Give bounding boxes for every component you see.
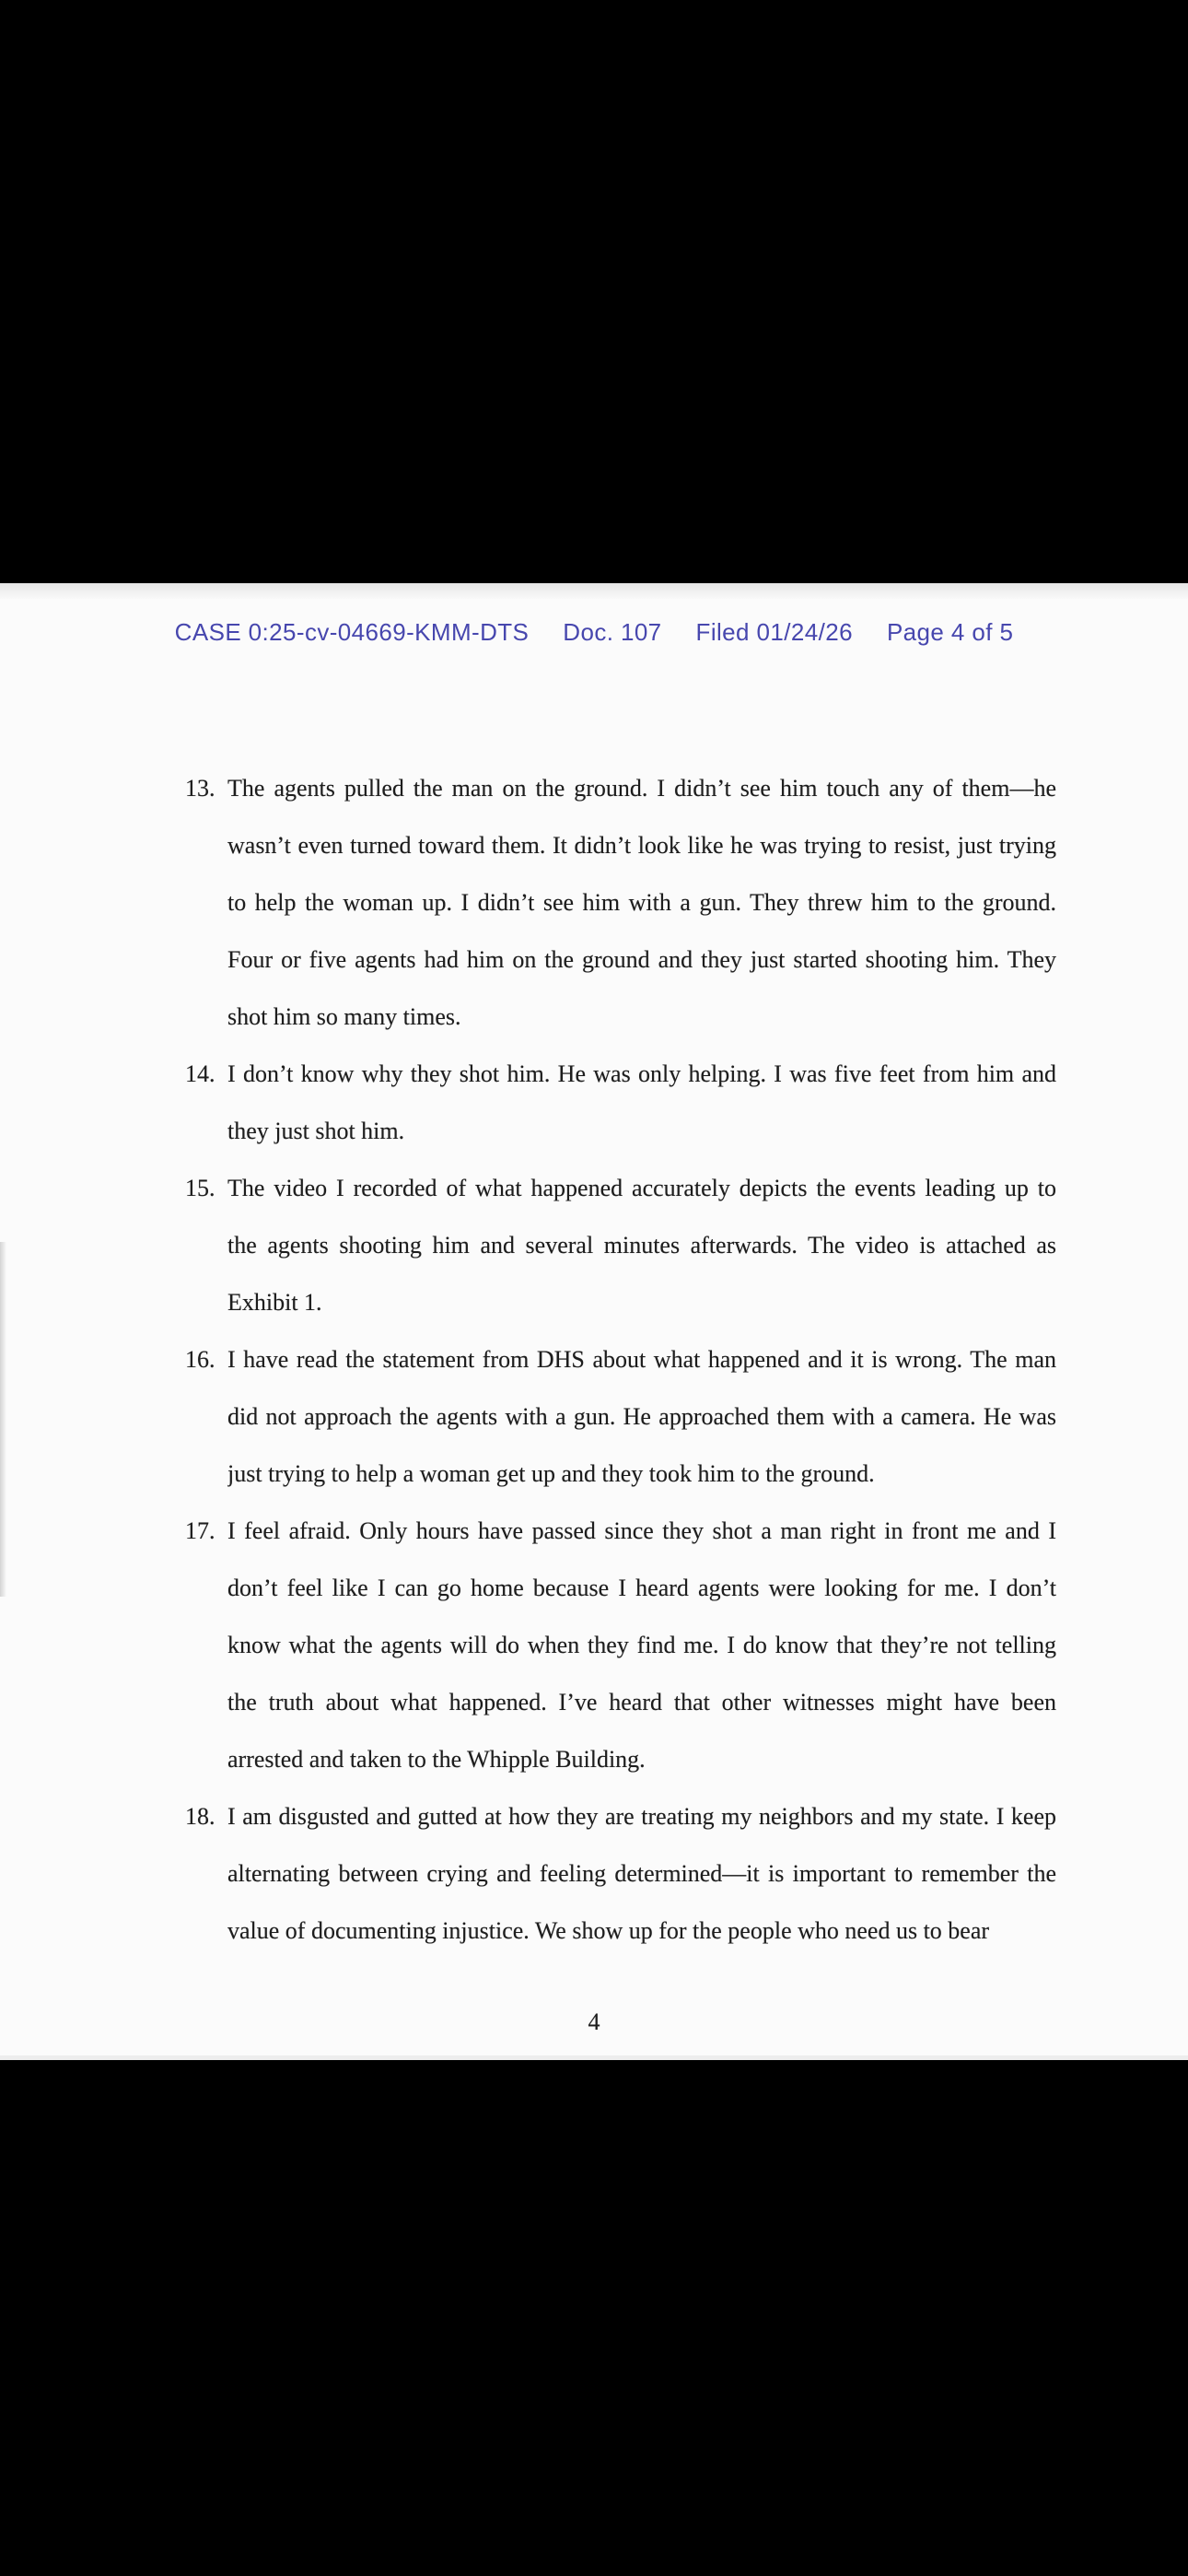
- declaration-line: know what the agents will do when they find me. I do know that they’re not telling: [227, 1632, 1056, 1658]
- declaration-line: did not approach the agents with a gun. He approached them with a camera. He was: [227, 1403, 1056, 1430]
- declaration-line: wasn’t even turned toward them. It didn’t look like he was trying to resist, just trying: [227, 832, 1056, 859]
- declaration-line: Exhibit 1.: [227, 1289, 322, 1316]
- document-page: [0, 583, 1188, 2060]
- declaration-line: shot him so many times.: [227, 1003, 461, 1030]
- declaration-line: I don’t know why they shot him. He was only helping. I was five feet from him and: [227, 1060, 1056, 1087]
- paragraph-number: 17.: [185, 1517, 215, 1544]
- declaration-line: the agents shooting him and several minutes afterwards. The video is attached as: [227, 1232, 1056, 1259]
- filed-date: Filed 01/24/26: [695, 618, 853, 646]
- declaration-body: [185, 760, 1056, 1960]
- declaration-line: the truth about what happened. I’ve heard that other witnesses might have been: [227, 1689, 1056, 1715]
- page-indicator: Page 4 of 5: [886, 618, 1014, 646]
- declaration-line: alternating between crying and feeling determined—it is important to remember the: [227, 1860, 1056, 1887]
- paragraph-number: 14.: [185, 1060, 215, 1087]
- declaration-line: arrested and taken to the Whipple Building.: [227, 1746, 646, 1773]
- declaration-paragraph: [185, 1046, 1056, 1160]
- page-number: 4: [588, 2008, 600, 2035]
- declaration-paragraph: [185, 1160, 1056, 1331]
- top-black-bar: [0, 0, 1188, 583]
- paragraph-number: 13.: [185, 775, 215, 802]
- declaration-line: don’t feel like I can go home because I heard agents were looking for me. I don’t: [227, 1575, 1056, 1601]
- paragraph-number: 15.: [185, 1175, 215, 1201]
- declaration-line: I have read the statement from DHS about what happened and it is wrong. The man: [227, 1346, 1056, 1373]
- bottom-black-bar: [0, 2060, 1188, 2576]
- declaration-line: just trying to help a woman get up and they took him to the ground.: [227, 1460, 875, 1487]
- declaration-paragraph: [185, 1788, 1056, 1960]
- doc-number: Doc. 107: [563, 618, 662, 646]
- declaration-line: they just shot him.: [227, 1118, 405, 1144]
- paragraph-number: 16.: [185, 1346, 215, 1373]
- declaration-line: The video I recorded of what happened accurately depicts the events leading up to: [227, 1175, 1056, 1201]
- declaration-line: The agents pulled the man on the ground. I didn’t see him touch any of them—he: [227, 775, 1056, 802]
- declaration-line: to help the woman up. I didn’t see him with a gun. They threw him to the ground.: [227, 889, 1056, 916]
- declaration-paragraph: [185, 760, 1056, 1046]
- declaration-line: Four or five agents had him on the ground and they just started shooting him. They: [227, 946, 1056, 973]
- declaration-line: I am disgusted and gutted at how they are treating my neighbors and my state. I keep: [227, 1803, 1056, 1830]
- declaration-line: value of documenting injustice. We show up for the people who need us to bear: [227, 1917, 990, 1944]
- declaration-paragraph: [185, 1503, 1056, 1788]
- page-top-edge: [0, 583, 1188, 599]
- cmecf-header-stamp: [0, 618, 1188, 646]
- declaration-paragraph: [185, 1331, 1056, 1503]
- declaration-line: I feel afraid. Only hours have passed since they shot a man right in front me and I: [227, 1517, 1056, 1544]
- case-number: CASE 0:25-cv-04669-KMM-DTS: [174, 618, 530, 646]
- scan-edge-shadow: [0, 1242, 6, 1597]
- paragraph-number: 18.: [185, 1803, 215, 1830]
